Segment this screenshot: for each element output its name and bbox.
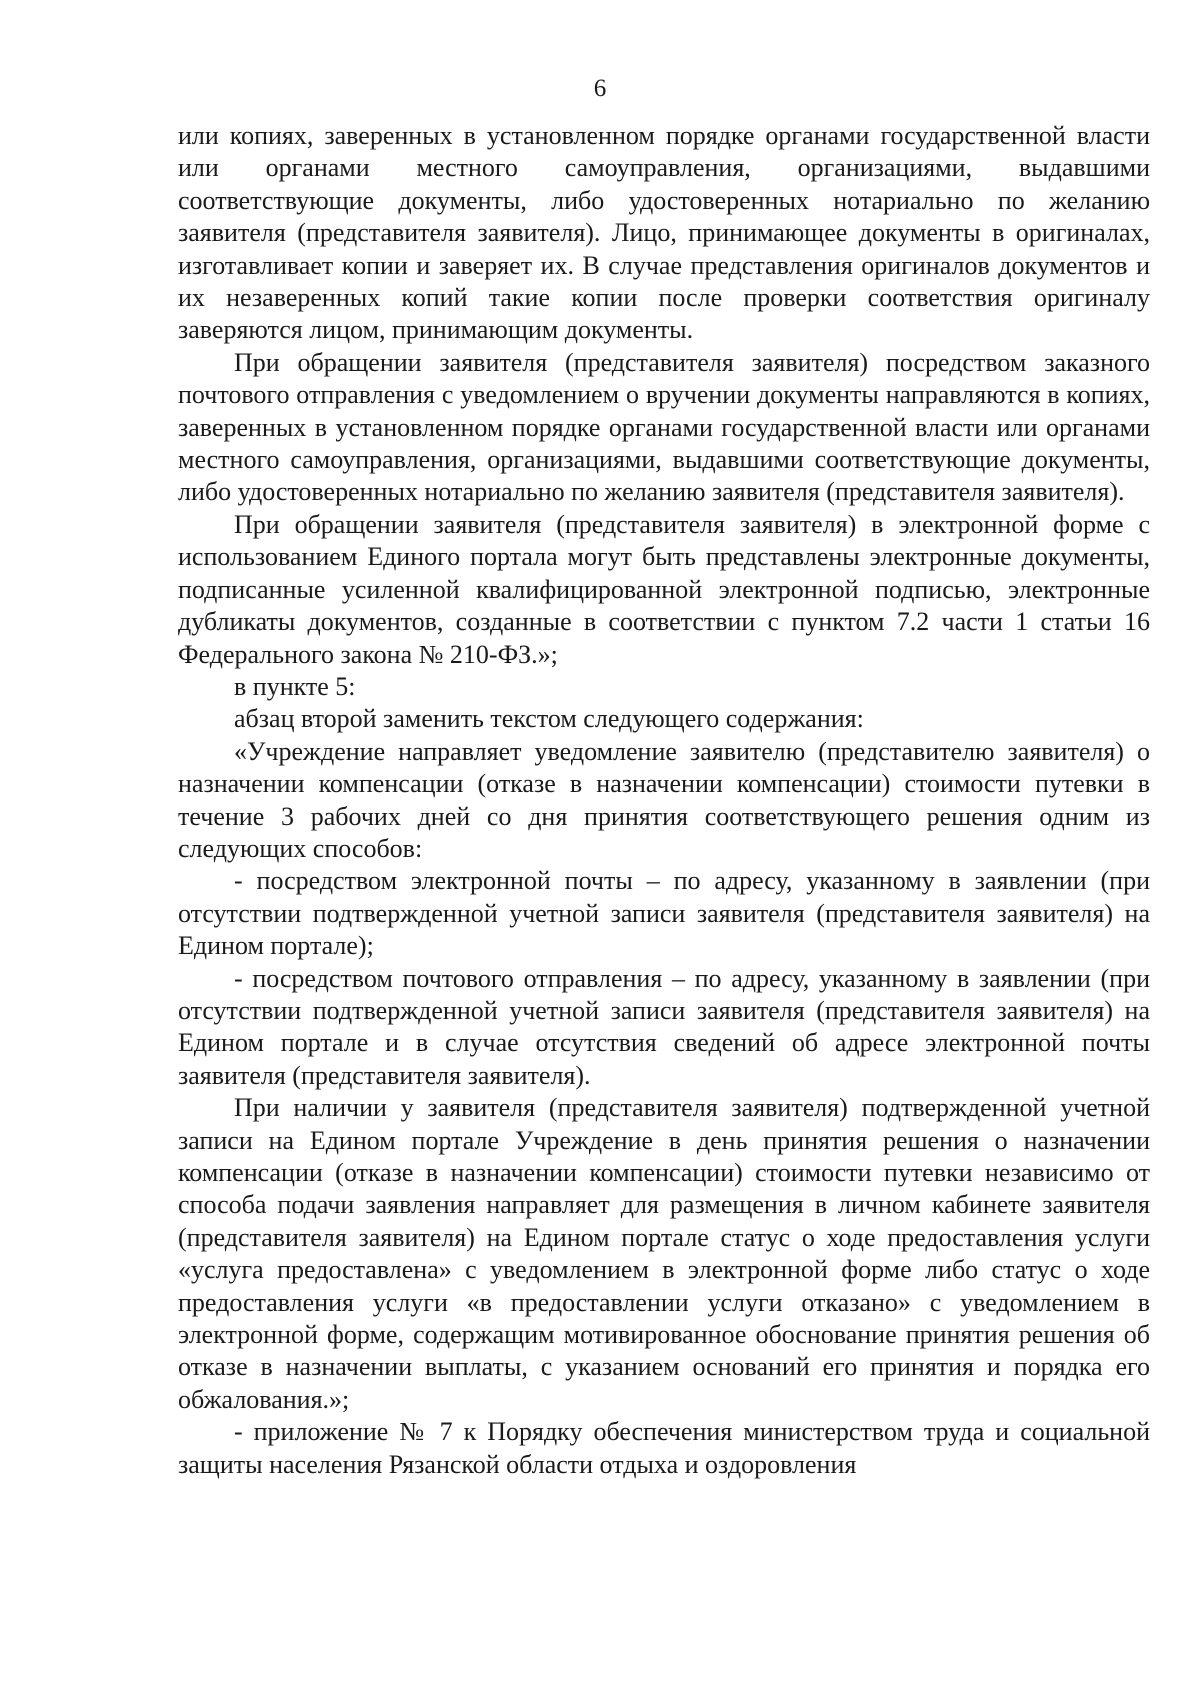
list-item-appendix-7: - приложение № 7 к Порядку обеспечения министерством труда и социальной защиты населения Рязанской области отдыха и оздоровления [178, 1417, 1150, 1479]
paragraph-portal-status: При наличии у заявителя (представителя заявителя) подтвержденной учетной записи на Едином портале Учреждение в день принятия решения о назначении компенсации (отказе в назначении компенсации) стоимости путевки независимо от способа подачи заявления направляет для размещения в личном кабинете заявителя (представителя заявителя) на Едином портале статус о ходе предоставления услуги «услуга предоставлена» с уведомлением в электронной форме либо статус о ходе предоставления услуги «в предоставлении услуги отказано» с уведомлением в электронной форме, содержащим мотивированное обоснование принятия решения об отказе в назначении выплаты, с указанием оснований его принятия и порядка его обжалования.»; [178, 1093, 1150, 1414]
paragraph-electronic-submission: При обращении заявителя (представителя заявителя) в электронной форме с использованием Единого портала могут быть представлены электронные документы, подписанные усиленной квалифицированной электронной подписью, электронные дубликаты документов, созданные в соответствии с пунктом 7.2 части 1 статьи 16 Федерального закона № 210-ФЗ.»; [178, 509, 1150, 669]
paragraph-replace-instruction: абзац второй заменить текстом следующего содержания: [234, 704, 864, 734]
page-number: 6 [593, 75, 607, 102]
paragraph-continuation: или копиях, заверенных в установленном порядке органами государственной власти или органами местного самоуправления, организациями, выдавшими соответствующие документы, либо удостоверенных нотариально по желанию заявителя (представителя заявителя). Лицо, принимающее документы в оригиналах, изготавливает копии и заверяет их. В случае представления оригиналов документов и их незаверенных копий такие копии после проверки соответствия оригиналу заверяются лицом, принимающим документы. [178, 121, 1150, 345]
paragraph-postal-submission: При обращении заявителя (представителя заявителя) посредством заказного почтового отправления с уведомлением о вручении документы направляются в копиях, заверенных в установленном порядке органами государственной власти или органами местного самоуправления, организациями, выдавшими соответствующие документы, либо удостоверенных нотариально по желанию заявителя (представителя заявителя). [178, 347, 1150, 507]
document-body [178, 120, 1150, 1481]
list-item-email: - посредством электронной почты – по адресу, указанному в заявлении (при отсутствии подтвержденной учетной записи заявителя (представителя заявителя) на Едином портале); [178, 866, 1150, 961]
paragraph-clause-5: в пункте 5: [234, 671, 356, 701]
paragraph-notification: «Учреждение направляет уведомление заявителю (представителю заявителя) о назначении компенсации (отказе в назначении компенсации) стоимости путевки в течение 3 рабочих дней со дня принятия соответствующего решения одним из следующих способов: [178, 736, 1150, 863]
list-item-postal: - посредством почтового отправления – по адресу, указанному в заявлении (при отсутствии подтвержденной учетной записи заявителя (представителя заявителя) на Едином портале и в случае отсутствия сведений об адресе электронной почты заявителя (представителя заявителя). [178, 963, 1150, 1090]
